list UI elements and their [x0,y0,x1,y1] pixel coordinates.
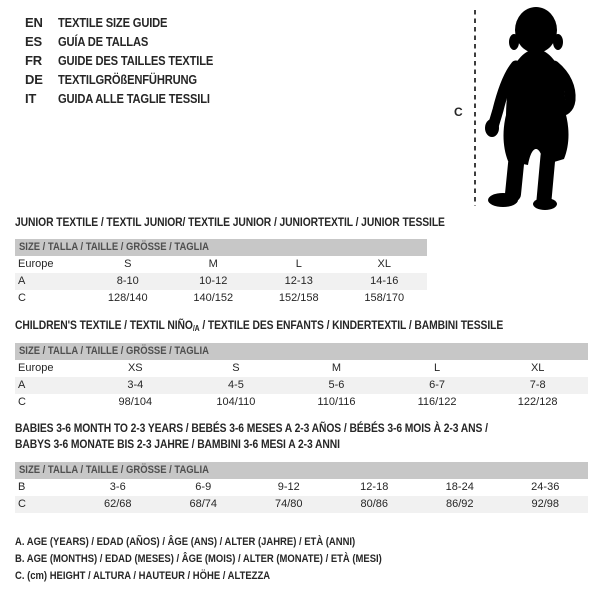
guide-title: GUIDE DES TAILLES TEXTILE [58,53,214,68]
age-cell: 12-18 [360,481,389,493]
size-header-band: SIZE / TALLA / TAILLE / GRÖSSE / TAGLIA [15,239,427,256]
size-header-band: SIZE / TALLA / TAILLE / GRÖSSE / TAGLIA [15,343,588,360]
language-row [25,89,238,108]
size-cell: L [434,362,441,374]
age-cell: 6-7 [429,379,446,391]
language-row [25,32,238,51]
language-row [25,70,238,89]
guide-title: GUIDA ALLE TAGLIE TESSILI [58,91,210,106]
height-cell: 92/98 [531,498,560,510]
language-row [25,51,238,70]
row-label: C [18,396,26,408]
table-row-europe [15,256,427,273]
size-cell: XS [127,362,143,374]
height-cell: 62/68 [103,498,132,510]
size-cell: L [295,258,302,270]
row-label: A [18,379,26,391]
note-height-cm: C. (cm) HEIGHT / ALTURA / HAUTEUR / HÖHE / ALTEZZA [15,570,271,582]
age-cell: 7-8 [529,379,546,391]
size-cell: XL [530,362,545,374]
note-age-years: A. AGE (YEARS) / EDAD (AÑOS) / ÂGE (ANS) / ALTER (JAHRE) / ETÀ (ANNI) [15,536,356,548]
age-cell: 24-36 [531,481,560,493]
row-label: A [18,275,26,287]
height-cell: 86/92 [445,498,474,510]
height-cell: 98/104 [118,396,153,408]
age-cell: 8-10 [116,275,139,287]
size-cell: M [331,362,342,374]
age-cell: 4-5 [227,379,244,391]
age-cell: 12-13 [284,275,313,287]
age-cell: 18-24 [445,481,474,493]
language-code: FR [25,53,42,68]
subscript: /A [192,324,200,333]
age-cell: 10-12 [199,275,228,287]
toddler-silhouette-icon [478,4,590,216]
language-code: DE [25,72,43,87]
height-cell: 128/140 [107,292,148,304]
language-code: IT [25,91,37,106]
babies-table-title: BABIES 3-6 MONTH TO 2-3 YEARS / BEBÉS 3-6 MESES A 2-3 AÑOS / BÉBÉS 3-6 MOIS À 2-3 ANS / BABYS 3-6 MONATE BIS 2-3 JAHRE / BAMBINI 3-6 MESI A 2-3 ANNI [15,421,488,451]
guide-title: TEXTILE SIZE GUIDE [58,15,168,30]
height-cell: 110/116 [317,396,356,408]
guide-title: TEXTILGRÖßENFÜHRUNG [58,72,197,87]
size-header-band: SIZE / TALLA / TAILLE / GRÖSSE / TAGLIA [15,462,588,479]
size-cell: S [232,362,240,374]
age-cell: 3-6 [109,481,126,493]
children-size-table [15,343,588,411]
age-cell: 9-12 [277,481,300,493]
age-cell: 14-16 [370,275,399,287]
table-row-age [15,377,588,394]
age-cell: 6-9 [195,481,212,493]
height-cell: 104/110 [216,396,256,408]
height-cell: 80/86 [360,498,389,510]
junior-table-title: JUNIOR TEXTILE / TEXTIL JUNIOR/ TEXTILE JUNIOR / JUNIORTEXTIL / JUNIOR TESSILE [15,215,445,229]
note-age-months: B. AGE (MONTHS) / EDAD (MESES) / ÂGE (MOIS) / ALTER (MONATE) / ETÀ (MESI) [15,553,382,565]
row-label: C [18,292,26,304]
height-cell: 116/122 [417,396,457,408]
table-row-height [15,496,588,513]
language-code: ES [25,34,42,49]
babies-size-table [15,462,588,513]
language-title-list [25,13,238,108]
age-cell: 3-4 [127,379,144,391]
height-cell: 74/80 [274,498,303,510]
age-cell: 5-6 [328,379,345,391]
junior-size-table [15,239,427,307]
row-label: C [18,498,26,510]
row-label: Europe [18,258,54,270]
height-cell: 68/74 [189,498,218,510]
height-cell: 122/128 [517,396,558,408]
table-row-age [15,273,427,290]
row-label: Europe [18,362,54,374]
height-cell: 158/170 [364,292,405,304]
height-cell: 152/158 [278,292,319,304]
table-row-height [15,394,588,411]
table-row-europe [15,360,588,377]
size-cell: S [124,258,132,270]
guide-title: GUÍA DE TALLAS [58,34,149,49]
height-measure-label: C [454,105,463,119]
height-cell: 140/152 [193,292,234,304]
table-row-height [15,290,427,307]
language-row [25,13,238,32]
size-cell: XL [377,258,391,270]
table-row-age-months [15,479,588,496]
height-measure-dashed-line [474,10,476,206]
row-label: B [18,481,26,493]
size-cell: M [208,258,218,270]
legend-notes [15,534,442,585]
language-code: EN [25,15,43,30]
children-table-title: CHILDREN'S TEXTILE / TEXTIL $NIÑO_{/A}$ / TEXTILE DES ENFANTS / KINDERTEXTIL / BAMBINI TESSILE [15,318,504,333]
